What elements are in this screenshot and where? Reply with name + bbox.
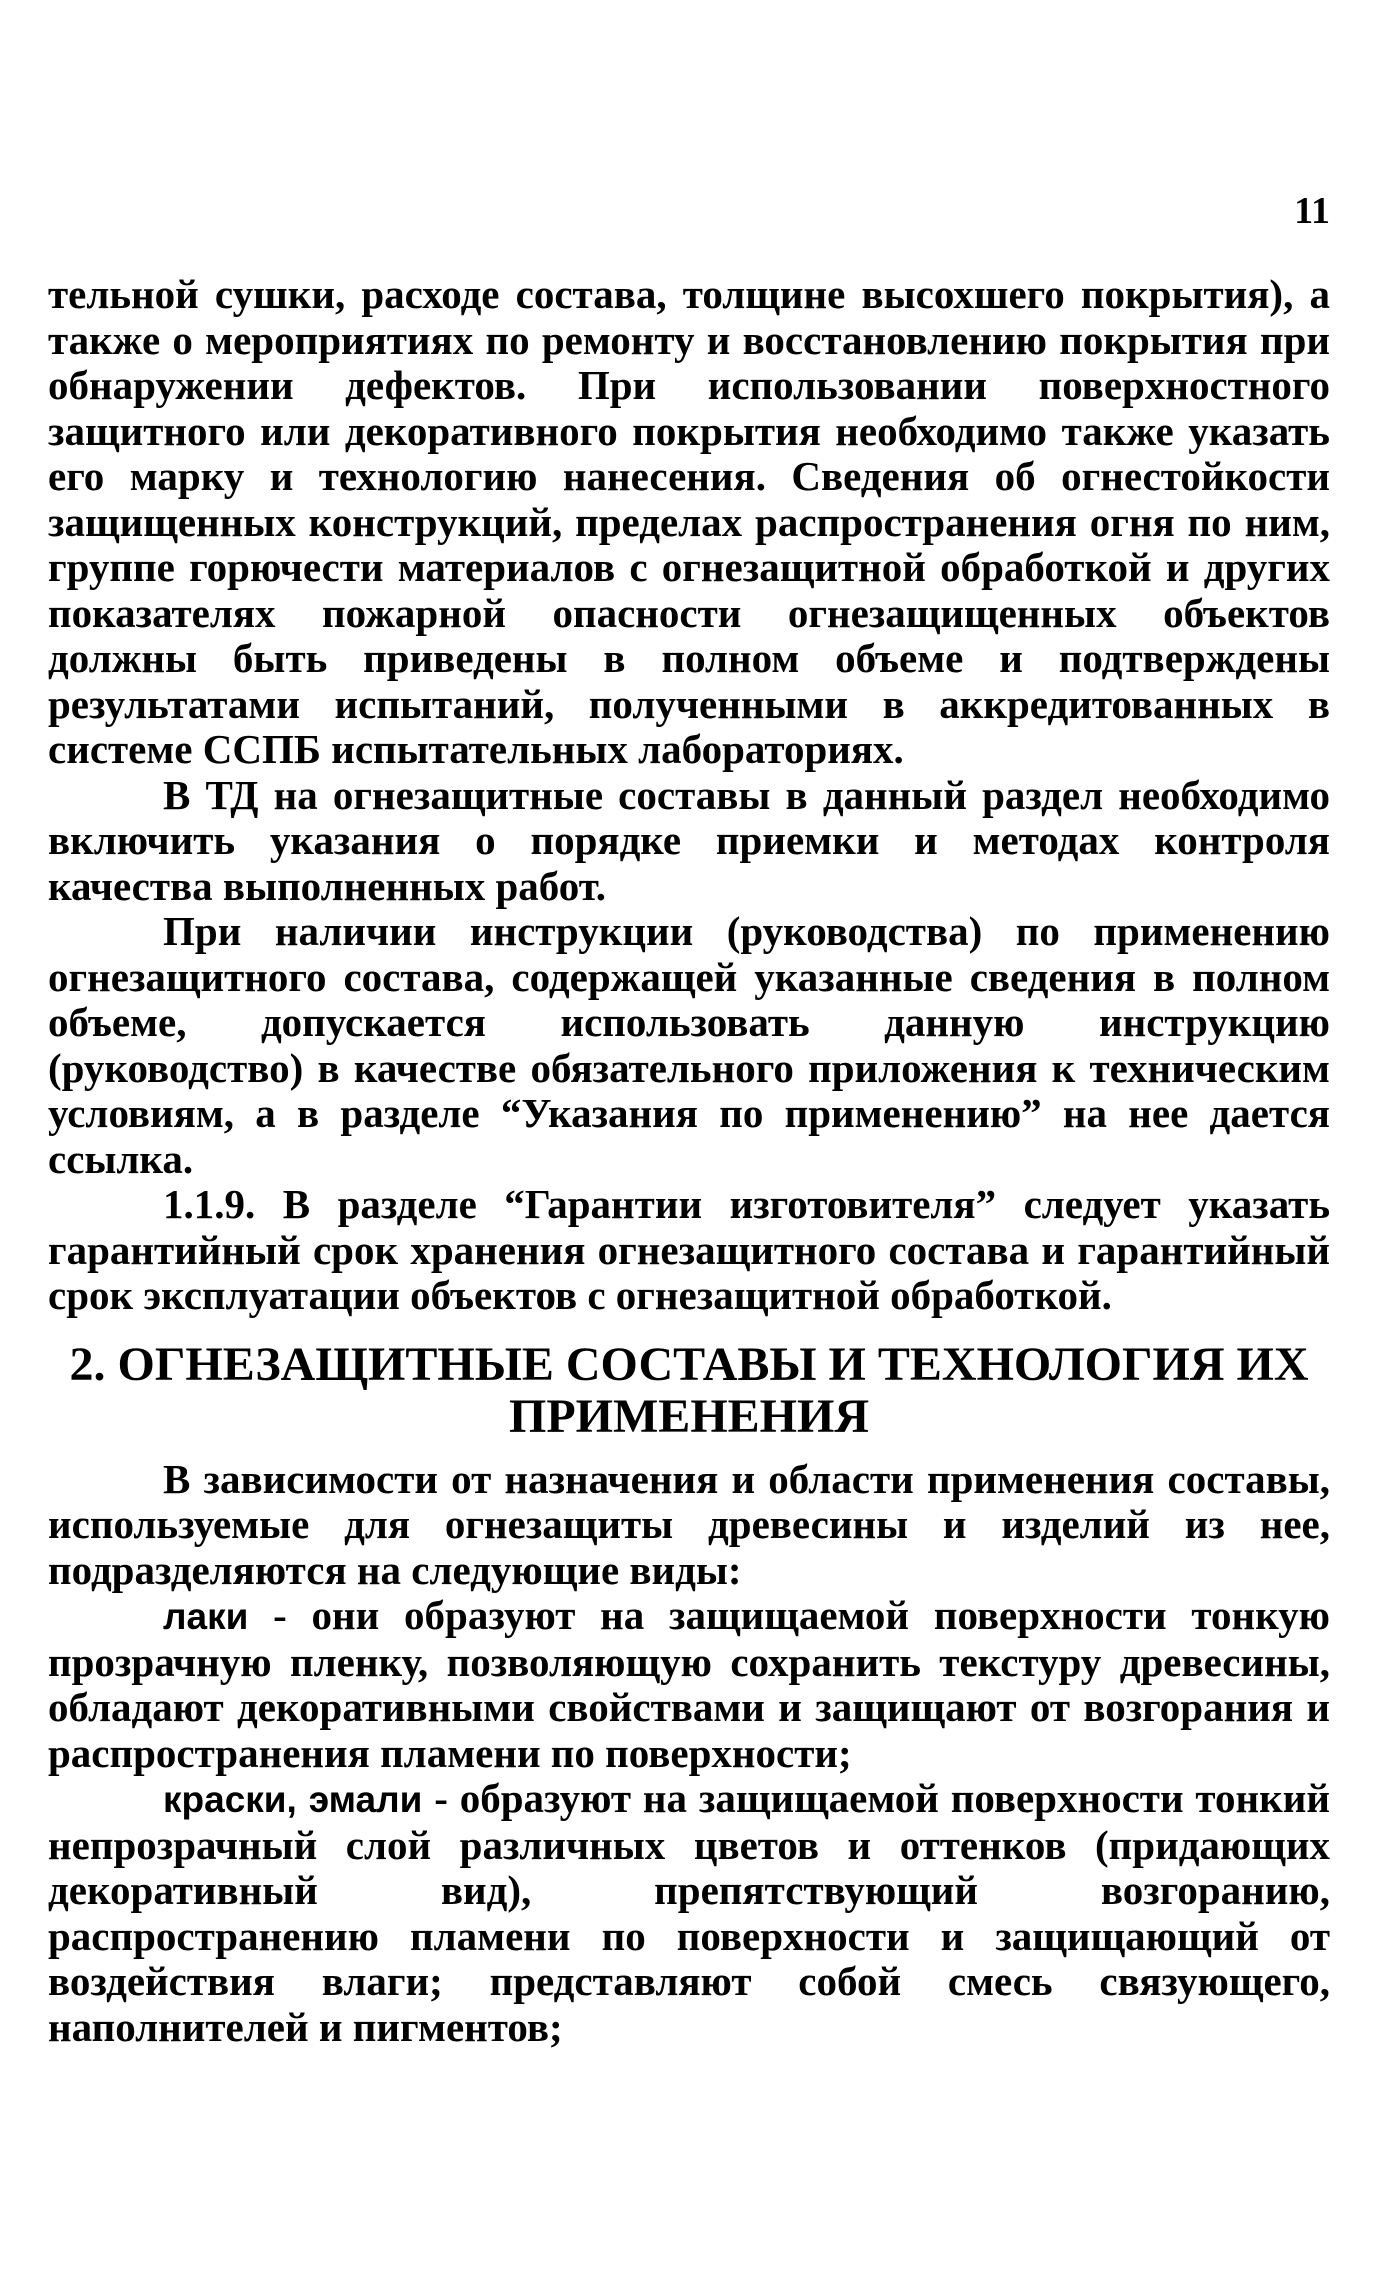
paragraph-instruction: При наличии инструкции (руководства) по применению огнезащитного состава, содержащей указанные сведения в полном объеме, допускается использовать данную инструкцию (руководство) в качестве обязательного приложения к техническим условиям, а в разделе “Указания по применению” на нее дается ссылка. xyxy=(48,908,1330,1182)
definition-lacquers: - они образуют на защищаемой поверхности тонкую прозрачную пленку, позволяющую сохранить текстуру древесины, обладают декоративными свойствами и защищают от возгорания и распространения пламени по поверхности; xyxy=(48,1592,1330,1776)
definition-paints: - образуют на защищаемой поверхности тонкий непрозрачный слой различных цветов и оттенков (придающих декоративный вид), препятствующий возгоранию, распространению пламени по поверхности и защищающий от воздействия влаги; представляют собой смесь связующего, наполнителей и пигментов; xyxy=(48,1775,1330,2050)
list-item-lacquers xyxy=(48,1593,1330,1776)
section-heading: 2. ОГНЕЗАЩИТНЫЕ СОСТАВЫ И ТЕХНОЛОГИЯ ИХ ПРИМЕНЕНИЯ xyxy=(69,1337,1309,1443)
term-paints: краски, эмали xyxy=(163,1779,423,1820)
page-number: 11 xyxy=(1294,190,1330,232)
list-item-paints xyxy=(48,1776,1330,2050)
page-body xyxy=(48,272,1330,2050)
section-intro: В зависимости от назначения и области применения составы, используемые для огнезащиты древесины и изделий из нее, подразделяются на следующие виды: xyxy=(48,1455,1330,1593)
paragraph-warranty: 1.1.9. В разделе “Гарантии изготовителя” следует указать гарантийный срок хранения огнезащитного состава и гарантийный срок эксплуатации объектов с огнезащитной обработкой. xyxy=(48,1181,1330,1318)
paragraph-continuation: тельной сушки, расходе состава, толщине высохшего покрытия), а также о мероприятиях по ремонту и восстановлению покрытия при обнаружении дефектов. При использовании поверхностного защитного или декоративного покрытия необходимо также указать его марку и технологию нанесения. Сведения об огнестойкости защищенных конструкций, пределах распространения огня по ним, группе горючести материалов с огнезащитной обработкой и других показателях пожарной опасности огнезащищенных объектов должны быть приведены в полном объеме и подтверждены результатами испытаний, полученными в аккредитованных в системе ССПБ испытательных лабораториях. xyxy=(48,271,1330,772)
term-lacquers: лаки xyxy=(163,1596,249,1637)
paragraph-acceptance: В ТД на огнезащитные составы в данный раздел необходимо включить указания о порядке приемки и методах контроля качества выполненных работ. xyxy=(48,771,1330,909)
